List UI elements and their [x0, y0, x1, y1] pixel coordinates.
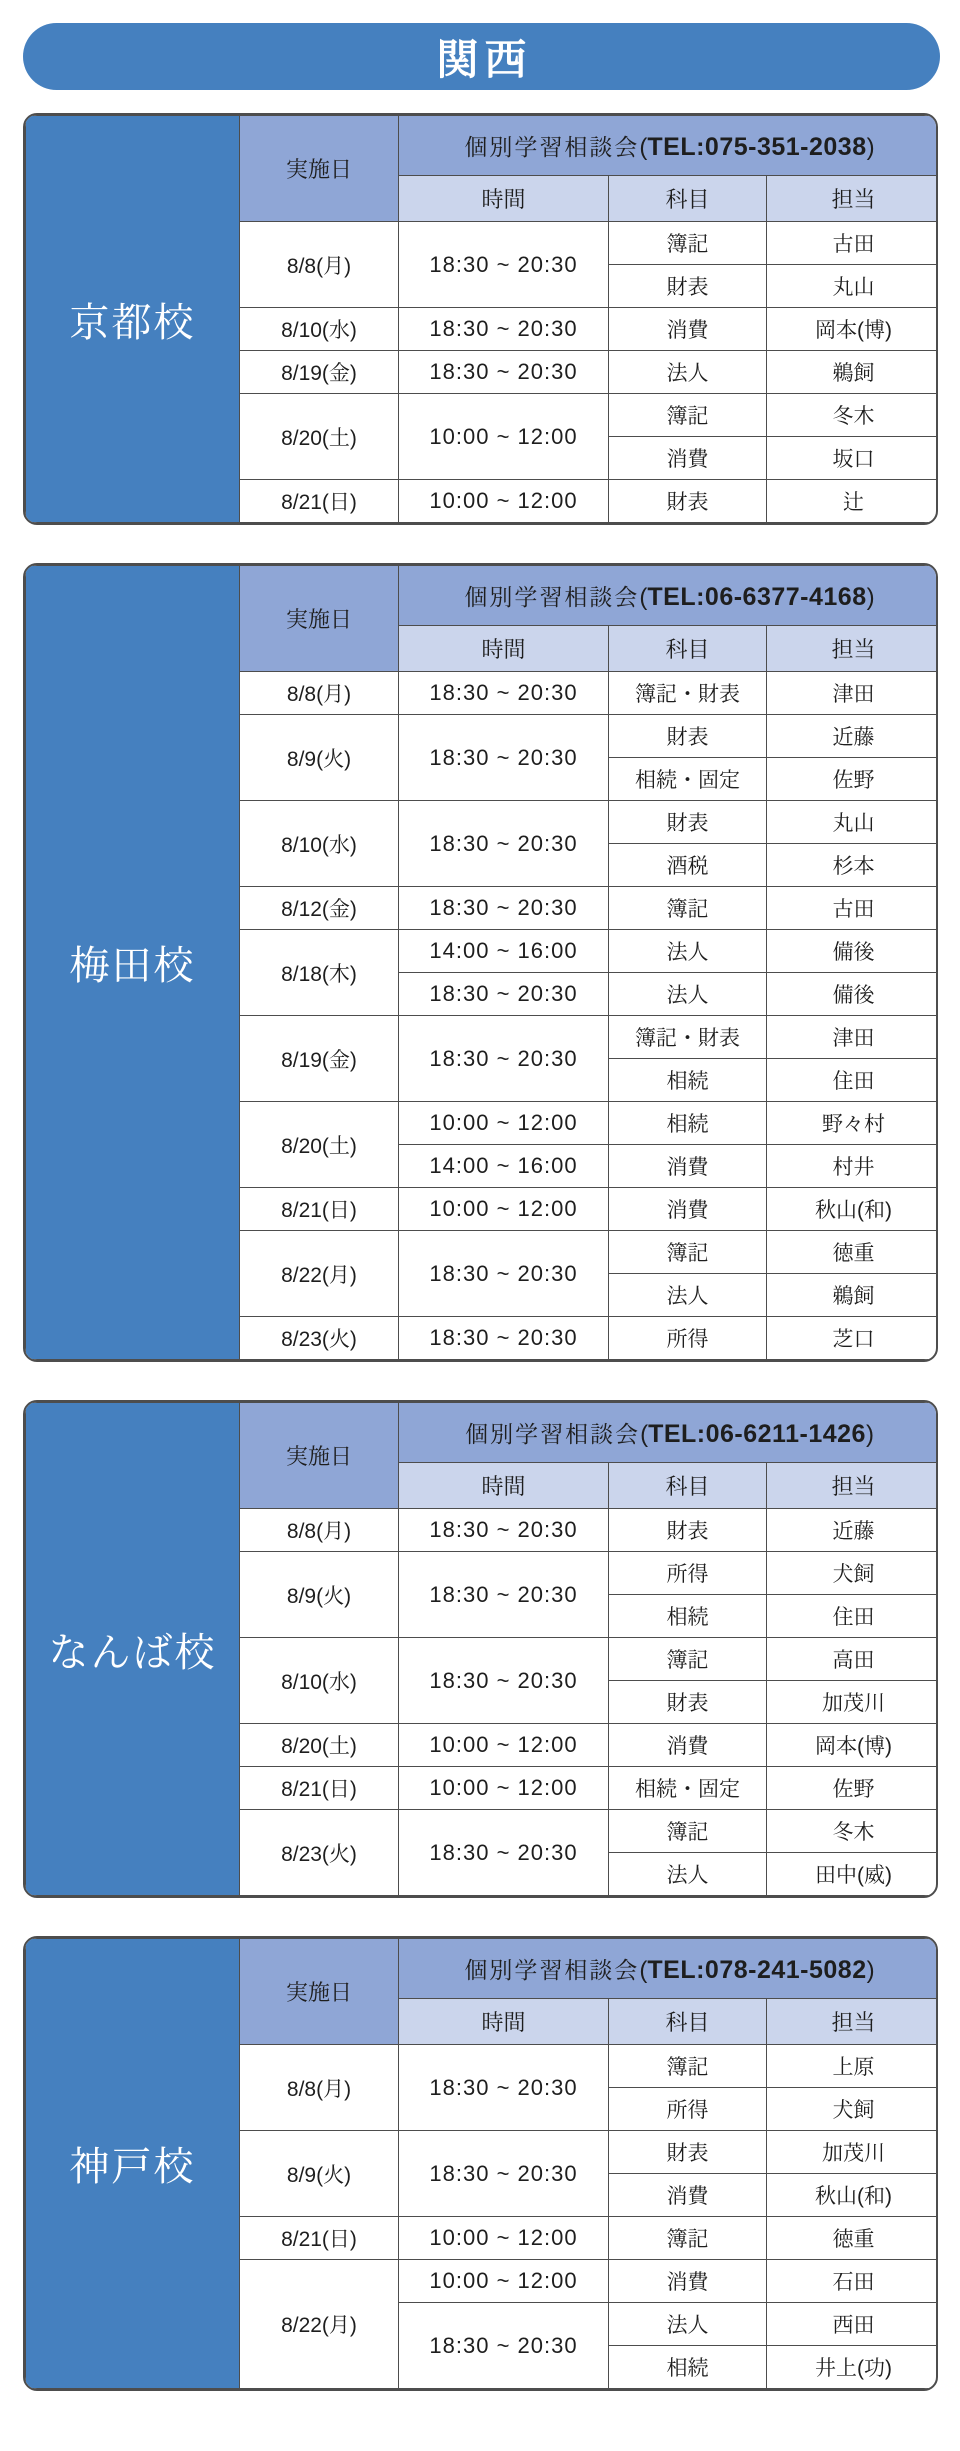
time-cell: 18:30 ~ 20:30 — [399, 351, 609, 394]
paren-open: ( — [639, 134, 648, 161]
date-cell: 8/22(月) — [240, 2260, 399, 2389]
subject-cell: 簿記 — [609, 1810, 767, 1853]
paren-open: ( — [639, 584, 648, 611]
time-cell: 14:00 ~ 16:00 — [399, 930, 609, 973]
subject-cell: 相続 — [609, 2346, 767, 2389]
date-cell: 8/21(日) — [240, 1767, 399, 1810]
time-cell: 18:30 ~ 20:30 — [399, 801, 609, 887]
date-cell: 8/23(火) — [240, 1317, 399, 1360]
schedule-table — [25, 1402, 938, 1896]
time-cell: 18:30 ~ 20:30 — [399, 715, 609, 801]
school-table-umeda — [23, 563, 938, 1362]
consult-header-cell — [399, 1939, 939, 1999]
region-title: 関西 — [436, 35, 533, 83]
staff-cell: 丸山 — [767, 801, 939, 844]
time-cell: 14:00 ~ 16:00 — [399, 1145, 609, 1188]
date-cell: 8/18(木) — [240, 930, 399, 1016]
date-cell: 8/8(月) — [240, 1509, 399, 1552]
staff-cell: 坂口 — [767, 437, 939, 480]
date-cell: 8/10(水) — [240, 1638, 399, 1724]
subject-cell: 法人 — [609, 2303, 767, 2346]
date-cell: 8/9(火) — [240, 2131, 399, 2217]
schedule-table — [25, 565, 938, 1360]
consult-label: 個別学習相談会 — [464, 1957, 640, 1983]
header-row-tel — [26, 1939, 939, 1999]
subject-cell: 相続 — [609, 1102, 767, 1145]
date-header-cell: 実施日 — [240, 1939, 399, 2045]
date-cell: 8/10(水) — [240, 308, 399, 351]
subject-cell: 相続・固定 — [609, 758, 767, 801]
subject-cell: 所得 — [609, 2088, 767, 2131]
tel-number: TEL:06-6211-1426 — [648, 1420, 866, 1448]
date-cell: 8/10(水) — [240, 801, 399, 887]
subject-cell: 相続・固定 — [609, 1767, 767, 1810]
staff-cell: 秋山(和) — [767, 2174, 939, 2217]
time-cell: 10:00 ~ 12:00 — [399, 480, 609, 523]
time-cell: 10:00 ~ 12:00 — [399, 1767, 609, 1810]
time-cell: 18:30 ~ 20:30 — [399, 1552, 609, 1638]
time-cell: 10:00 ~ 12:00 — [399, 1102, 609, 1145]
date-cell: 8/8(月) — [240, 222, 399, 308]
staff-cell: 徳重 — [767, 2217, 939, 2260]
date-cell: 8/8(月) — [240, 2045, 399, 2131]
paren-open: ( — [639, 1957, 648, 1984]
date-cell: 8/21(日) — [240, 480, 399, 523]
staff-cell: 津田 — [767, 672, 939, 715]
date-cell: 8/20(土) — [240, 1724, 399, 1767]
staff-cell: 石田 — [767, 2260, 939, 2303]
staff-header-cell: 担当 — [767, 626, 939, 672]
subject-cell: 消費 — [609, 2174, 767, 2217]
school-table-kyoto — [23, 113, 938, 525]
school-name-cell: なんば校 — [26, 1403, 240, 1896]
staff-cell: 近藤 — [767, 715, 939, 758]
staff-cell: 加茂川 — [767, 2131, 939, 2174]
subject-cell: 法人 — [609, 351, 767, 394]
date-header-cell: 実施日 — [240, 566, 399, 672]
school-name-cell: 京都校 — [26, 116, 240, 523]
date-cell: 8/8(月) — [240, 672, 399, 715]
time-header-cell: 時間 — [399, 1999, 609, 2045]
subject-cell: 財表 — [609, 480, 767, 523]
tel-number: TEL:06-6377-4168 — [647, 583, 867, 611]
subject-cell: 所得 — [609, 1317, 767, 1360]
time-cell: 10:00 ~ 12:00 — [399, 2217, 609, 2260]
staff-cell: 古田 — [767, 887, 939, 930]
staff-header-cell: 担当 — [767, 176, 939, 222]
time-cell: 18:30 ~ 20:30 — [399, 1810, 609, 1896]
subject-header-cell: 科目 — [609, 626, 767, 672]
time-cell: 18:30 ~ 20:30 — [399, 2303, 609, 2389]
tel-number: TEL:078-241-5082 — [647, 1956, 867, 1984]
date-cell: 8/21(日) — [240, 2217, 399, 2260]
staff-cell: 近藤 — [767, 1509, 939, 1552]
time-cell: 18:30 ~ 20:30 — [399, 1016, 609, 1102]
time-cell: 18:30 ~ 20:30 — [399, 222, 609, 308]
subject-cell: 消費 — [609, 437, 767, 480]
subject-cell: 法人 — [609, 1274, 767, 1317]
staff-cell: 丸山 — [767, 265, 939, 308]
staff-cell: 上原 — [767, 2045, 939, 2088]
subject-cell: 財表 — [609, 2131, 767, 2174]
time-cell: 10:00 ~ 12:00 — [399, 1724, 609, 1767]
staff-cell: 犬飼 — [767, 2088, 939, 2131]
staff-cell: 田中(威) — [767, 1853, 939, 1896]
date-cell: 8/9(火) — [240, 1552, 399, 1638]
staff-cell: 冬木 — [767, 1810, 939, 1853]
subject-header-cell: 科目 — [609, 176, 767, 222]
staff-cell: 備後 — [767, 973, 939, 1016]
time-cell: 18:30 ~ 20:30 — [399, 2045, 609, 2131]
date-cell: 8/19(金) — [240, 351, 399, 394]
date-cell: 8/20(土) — [240, 394, 399, 480]
staff-cell: 住田 — [767, 1059, 939, 1102]
subject-cell: 簿記 — [609, 222, 767, 265]
date-cell: 8/22(月) — [240, 1231, 399, 1317]
subject-cell: 簿記 — [609, 394, 767, 437]
staff-cell: 津田 — [767, 1016, 939, 1059]
time-header-cell: 時間 — [399, 626, 609, 672]
staff-cell: 冬木 — [767, 394, 939, 437]
paren-close: ) — [865, 1421, 874, 1448]
staff-cell: 辻 — [767, 480, 939, 523]
time-cell: 18:30 ~ 20:30 — [399, 1638, 609, 1724]
header-row-tel — [26, 1403, 939, 1463]
time-cell: 18:30 ~ 20:30 — [399, 973, 609, 1016]
time-header-cell: 時間 — [399, 176, 609, 222]
time-cell: 10:00 ~ 12:00 — [399, 1188, 609, 1231]
date-cell: 8/19(金) — [240, 1016, 399, 1102]
staff-cell: 備後 — [767, 930, 939, 973]
header-row-tel — [26, 566, 939, 626]
staff-cell: 秋山(和) — [767, 1188, 939, 1231]
subject-header-cell: 科目 — [609, 1463, 767, 1509]
subject-cell: 財表 — [609, 1681, 767, 1724]
staff-cell: 岡本(博) — [767, 308, 939, 351]
subject-cell: 消費 — [609, 1724, 767, 1767]
subject-cell: 法人 — [609, 930, 767, 973]
tel-number: TEL:075-351-2038 — [647, 133, 867, 161]
staff-header-cell: 担当 — [767, 1463, 939, 1509]
time-cell: 18:30 ~ 20:30 — [399, 1509, 609, 1552]
time-cell: 10:00 ~ 12:00 — [399, 394, 609, 480]
date-header-cell: 実施日 — [240, 116, 399, 222]
staff-header-cell: 担当 — [767, 1999, 939, 2045]
subject-cell: 財表 — [609, 1509, 767, 1552]
time-cell: 18:30 ~ 20:30 — [399, 2131, 609, 2217]
subject-cell: 法人 — [609, 1853, 767, 1896]
consult-label: 個別学習相談会 — [464, 584, 640, 610]
staff-cell: 加茂川 — [767, 1681, 939, 1724]
school-table-namba — [23, 1400, 938, 1898]
staff-cell: 村井 — [767, 1145, 939, 1188]
staff-cell: 佐野 — [767, 758, 939, 801]
subject-cell: 簿記 — [609, 1638, 767, 1681]
staff-cell: 西田 — [767, 2303, 939, 2346]
date-cell: 8/9(火) — [240, 715, 399, 801]
staff-cell: 井上(功) — [767, 2346, 939, 2389]
staff-cell: 佐野 — [767, 1767, 939, 1810]
consult-label: 個別学習相談会 — [465, 1421, 641, 1447]
staff-cell: 鵜飼 — [767, 1274, 939, 1317]
paren-close: ) — [866, 584, 875, 611]
time-cell: 18:30 ~ 20:30 — [399, 308, 609, 351]
school-name-cell: 神戸校 — [26, 1939, 240, 2389]
subject-cell: 簿記 — [609, 887, 767, 930]
staff-cell: 杉本 — [767, 844, 939, 887]
staff-cell: 高田 — [767, 1638, 939, 1681]
time-header-cell: 時間 — [399, 1463, 609, 1509]
staff-cell: 古田 — [767, 222, 939, 265]
page — [0, 23, 960, 2451]
time-cell: 18:30 ~ 20:30 — [399, 887, 609, 930]
subject-header-cell: 科目 — [609, 1999, 767, 2045]
subject-cell: 消費 — [609, 2260, 767, 2303]
subject-cell: 簿記 — [609, 2045, 767, 2088]
staff-cell: 鵜飼 — [767, 351, 939, 394]
staff-cell: 岡本(博) — [767, 1724, 939, 1767]
tables-container — [0, 113, 960, 2391]
schedule-table — [25, 115, 938, 523]
date-cell: 8/21(日) — [240, 1188, 399, 1231]
subject-cell: 簿記・財表 — [609, 672, 767, 715]
time-cell: 10:00 ~ 12:00 — [399, 2260, 609, 2303]
subject-cell: 財表 — [609, 715, 767, 758]
paren-close: ) — [866, 134, 875, 161]
header-row-tel — [26, 116, 939, 176]
time-cell: 18:30 ~ 20:30 — [399, 1317, 609, 1360]
subject-cell: 簿記・財表 — [609, 1016, 767, 1059]
consult-label: 個別学習相談会 — [464, 134, 640, 160]
date-cell: 8/20(土) — [240, 1102, 399, 1188]
staff-cell: 野々村 — [767, 1102, 939, 1145]
subject-cell: 相続 — [609, 1059, 767, 1102]
consult-header-cell — [399, 1403, 939, 1463]
school-table-kobe — [23, 1936, 938, 2391]
time-cell: 18:30 ~ 20:30 — [399, 1231, 609, 1317]
subject-cell: 財表 — [609, 265, 767, 308]
staff-cell: 徳重 — [767, 1231, 939, 1274]
subject-cell: 財表 — [609, 801, 767, 844]
consult-header-cell — [399, 116, 939, 176]
time-cell: 18:30 ~ 20:30 — [399, 672, 609, 715]
schedule-table — [25, 1938, 938, 2389]
school-name-cell: 梅田校 — [26, 566, 240, 1360]
date-cell: 8/23(火) — [240, 1810, 399, 1896]
subject-cell: 消費 — [609, 308, 767, 351]
paren-close: ) — [866, 1957, 875, 1984]
paren-open: ( — [640, 1421, 649, 1448]
subject-cell: 法人 — [609, 973, 767, 1016]
date-cell: 8/12(金) — [240, 887, 399, 930]
staff-cell: 犬飼 — [767, 1552, 939, 1595]
subject-cell: 消費 — [609, 1188, 767, 1231]
staff-cell: 芝口 — [767, 1317, 939, 1360]
subject-cell: 相続 — [609, 1595, 767, 1638]
consult-header-cell — [399, 566, 939, 626]
subject-cell: 簿記 — [609, 1231, 767, 1274]
staff-cell: 住田 — [767, 1595, 939, 1638]
subject-cell: 酒税 — [609, 844, 767, 887]
subject-cell: 所得 — [609, 1552, 767, 1595]
subject-cell: 簿記 — [609, 2217, 767, 2260]
subject-cell: 消費 — [609, 1145, 767, 1188]
date-header-cell: 実施日 — [240, 1403, 399, 1509]
region-title-bar — [23, 23, 940, 90]
